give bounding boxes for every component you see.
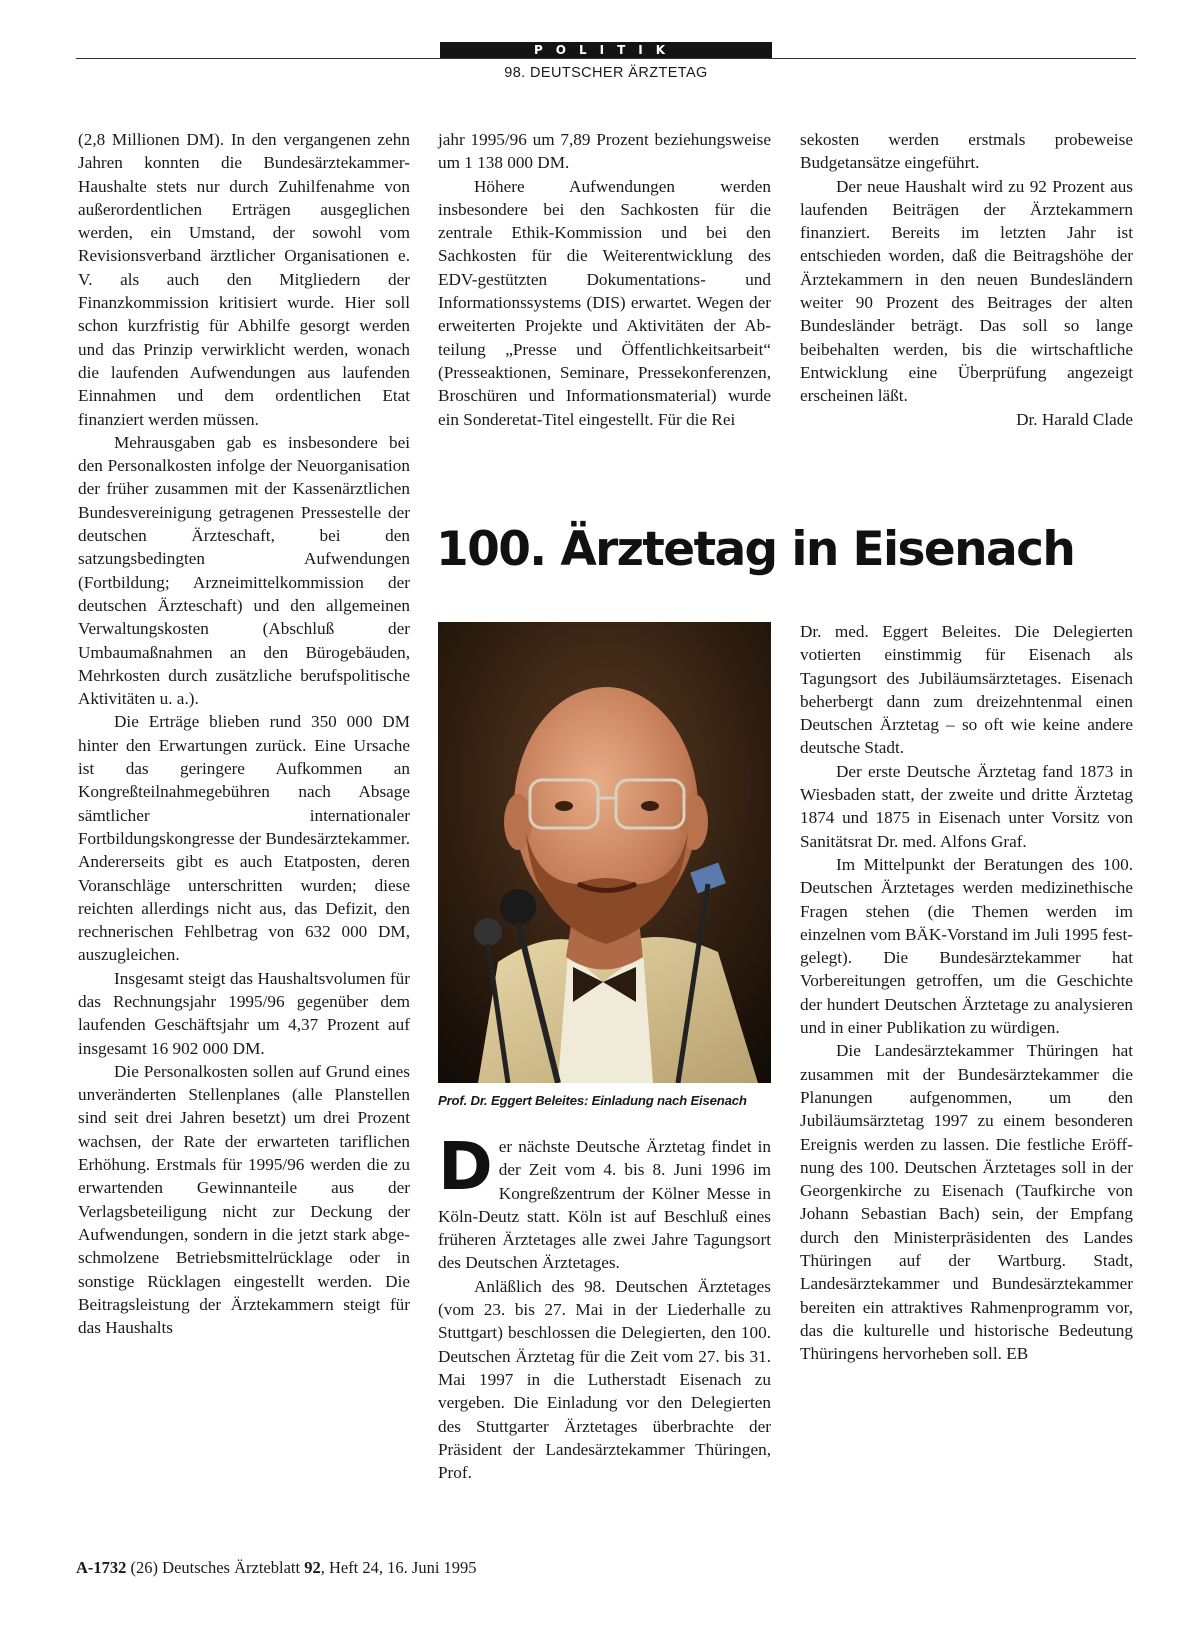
drop-cap: D bbox=[438, 1128, 493, 1205]
article-column-3 bbox=[800, 128, 1133, 431]
photo-caption: Prof. Dr. Eggert Beleites: Einladung nach Eisenach bbox=[438, 1093, 747, 1108]
paragraph: (2,8 Millionen DM). In den vergangenen zehn Jahren konnten die Bundesärztekammer-Haushalte stets nur durch Zuhilfenahme von außerordentlichen Erträgen ausgeglichen werden, ein Umstand, der sowohl vom Revisionsverband ärztlicher Organisationen e. V. als auch den Mitgliedern der Finanzkommission kritisiert wurde. Hier soll schon kurzfristig für Abhilfe gesorgt werden und das Prinzip verwirklicht werden, wonach die laufenden Aufwendungen aus laufenden Einnahmen und dem ordentlichen Etat finanziert werden müssen. bbox=[78, 130, 410, 429]
header-rule bbox=[76, 58, 1136, 59]
page-number: A-1732 bbox=[76, 1558, 127, 1577]
paragraph: Höhere Aufwendungen werden insbesondere bei den Sachkosten für die zentrale Ethik-Kommission und bei den Sachkosten für die Weiterentwicklung des EDV-gestützten Dokumentations- und Informationssystems (DIS) erwartet. Wegen der erweiterten Projekte und Aktivitäten der Abteilung „Presse und Öffentlichkeitsarbeit“ (Presseaktionen, Seminare, Pressekonferenzen, Broschüren und Informationsmaterial) wurde ein Sonderetat-Titel eingestellt. Für die Rei bbox=[438, 176, 771, 429]
paragraph: Anläßlich des 98. Deutschen Ärztetages (vom 23. bis 27. Mai in der Liederhalle zu Stuttgart) beschlossen die Delegierten, den 100. Deutschen Ärztetag für die Zeit vom 27. bis 31. Mai 1997 in die Lutherstadt Eisenach zu vergeben. Die Einladung vor den Delegierten des Stuttgarter Ärztetages überbrachte der Präsident der Landesärztekammer Thüringen, Prof. bbox=[438, 1276, 771, 1483]
paragraph: Dr. med. Eggert Beleites. Die Delegierten votierten einstimmig für Eisenach als Tagungsort des Jubiläumsärztetages. Eisenach beherbergt dann zum dreizehntenmal einen Deutschen Ärztetag – so oft wie keine andere deutsche Stadt. bbox=[800, 622, 1133, 758]
paragraph: Die Personalkosten sollen auf Grund eines unveränderten Stellenplanes (alle Planstellen sind seit drei Jahren besetzt) um drei Prozent wachsen, der Rate der erwarteten tariflichen Erhöhung. Erstmals für 1995/96 werden die zu erwartenden Gewinnanteile aus der Verlagsbeteiligung nicht zur Deckung der Aufwendungen, sondern in die jetzt stark abgeschmolzene Betriebsmittelrücklage oder in sonstige Rücklagen eingestellt werden. Die Beitragsleistung der Ärztekammern steigt für das Haushalts bbox=[78, 1061, 410, 1338]
paragraph: Der neue Haushalt wird zu 92 Prozent aus laufenden Beiträgen der Ärztekammern finanziert. Bereits im letzten Jahr ist entschieden worden, daß die Beitragshöhe der Ärztekammern in den neuen Bundesländern weiter 90 Prozent des Beitrages der alten Bundesländer beträgt. Das soll so lange beibehalten werden, bis die wirtschaftliche Entwicklung eine Überprüfung angezeigt erscheinen läßt. bbox=[800, 176, 1133, 406]
article-column-1 bbox=[78, 128, 410, 1339]
paragraph: sekosten werden erstmals probeweise Budgetansätze eingeführt. bbox=[800, 130, 1133, 173]
page-footer bbox=[76, 1558, 477, 1578]
article-headline: 100. Ärztetag in Eisenach bbox=[436, 522, 1075, 577]
footer-issue: , Heft 24, 16. Juni 1995 bbox=[320, 1558, 477, 1577]
paragraph-lead bbox=[438, 1128, 771, 1275]
footer-volume: 92 bbox=[304, 1558, 321, 1577]
footer-publication: (26) Deutsches Ärzteblatt bbox=[130, 1558, 301, 1577]
article-column-2 bbox=[438, 128, 771, 431]
author-byline: Dr. Harald Clade bbox=[1016, 409, 1133, 429]
paragraph: Insgesamt steigt das Haushaltsvolumen für das Rechnungsjahr 1995/96 gegenüber dem laufenden Geschäftsjahr um 4,37 Prozent auf insgesamt 16 902 000 DM. bbox=[78, 968, 410, 1058]
section-label: POLITIK bbox=[440, 42, 772, 59]
paragraph: Im Mittelpunkt der Beratungen des 100. Deutschen Ärztetages werden medizinethische Fragen stehen (die Themen werden im einzelnen vom BÄK-Vorstand im Juli 1995 festgelegt). Die Bundesärztekammer hat Vorbereitungen getroffen, um die Geschichte der hundert Deutschen Ärztetage zu analysieren und in einer Publikation zu würdigen. bbox=[800, 854, 1133, 1038]
paragraph: Der erste Deutsche Ärztetag fand 1873 in Wiesbaden statt, der zweite und dritte Ärztetag 1874 und 1875 in Eisenach unter Vorsitz von Sanitätsrat Dr. med. Alfons Graf. bbox=[800, 761, 1133, 851]
article2-column-3 bbox=[800, 620, 1133, 1366]
article2-column-2 bbox=[438, 1128, 771, 1484]
portrait-photo bbox=[438, 622, 771, 1083]
paragraph: Die Landesärztekammer Thüringen hat zusammen mit der Bundesärztekammer die Planungen aufgenommen, um den Jubiläumsärztetag 1997 zu einem besonderen Ereignis werden zu lassen. Die festliche Eröffnung des 100. Deutschen Ärztetages soll in der Georgenkirche zu Eisenach (Taufkirche von Johann Sebastian Bach) sein, der Empfang durch den Ministerpräsidenten des Landes Thüringen auf der Wartburg. Stadt, Landesärztekammer und Bundesärztekammer bereiten ein attraktives Rahmenprogramm vor, das die kulturelle und historische Bedeutung Thüringens hervorheben soll. EB bbox=[800, 1041, 1133, 1364]
paragraph: Mehrausgaben gab es insbesondere bei den Personalkosten infolge der Neuorganisation der früher zusammen mit der Kassenärztlichen Bundesvereinigung getragenen Pressestelle der deutschen Ärzteschaft, bei den satzungsbedingten Aufwendungen (Fortbildung; Arzneimittelkommission der deutschen Ärzteschaft) und den allgemeinen Verwaltungskosten (Abschluß der Umbaumaßnahmen an den Bürogebäuden, Mehrkosten durch zusätzliche berufspolitische Aktivitäten u. a.). bbox=[78, 432, 410, 709]
paragraph: Die Erträge blieben rund 350 000 DM hinter den Erwartungen zurück. Eine Ursache ist das geringere Aufkommen an Kongreßteilnahmegebühren nach Absage sämtlicher internationaler Fortbildungskongresse der Bundesärztekammer. Andererseits gibt es auch Etatposten, deren Voranschläge unterschritten wurden; diese reichten allerdings nicht aus, das Defizit, den rechnerischen Fehlbetrag von 632 000 DM, auszugleichen. bbox=[78, 712, 410, 965]
section-subtitle: 98. DEUTSCHER ÄRZTETAG bbox=[504, 65, 708, 81]
lead-text: er nächste Deutsche Ärztetag findet in der Zeit vom 4. bis 8. Juni 1996 im Kongreßzentrum der Kölner Messe in Köln-Deutz statt. Köln ist auf Beschluß eines früheren Ärztetages alle zwei Jahre Tagungsort des Deutschen Ärztetages. bbox=[438, 1137, 771, 1273]
paragraph: jahr 1995/96 um 7,89 Prozent beziehungsweise um 1 138 000 DM. bbox=[438, 130, 771, 173]
